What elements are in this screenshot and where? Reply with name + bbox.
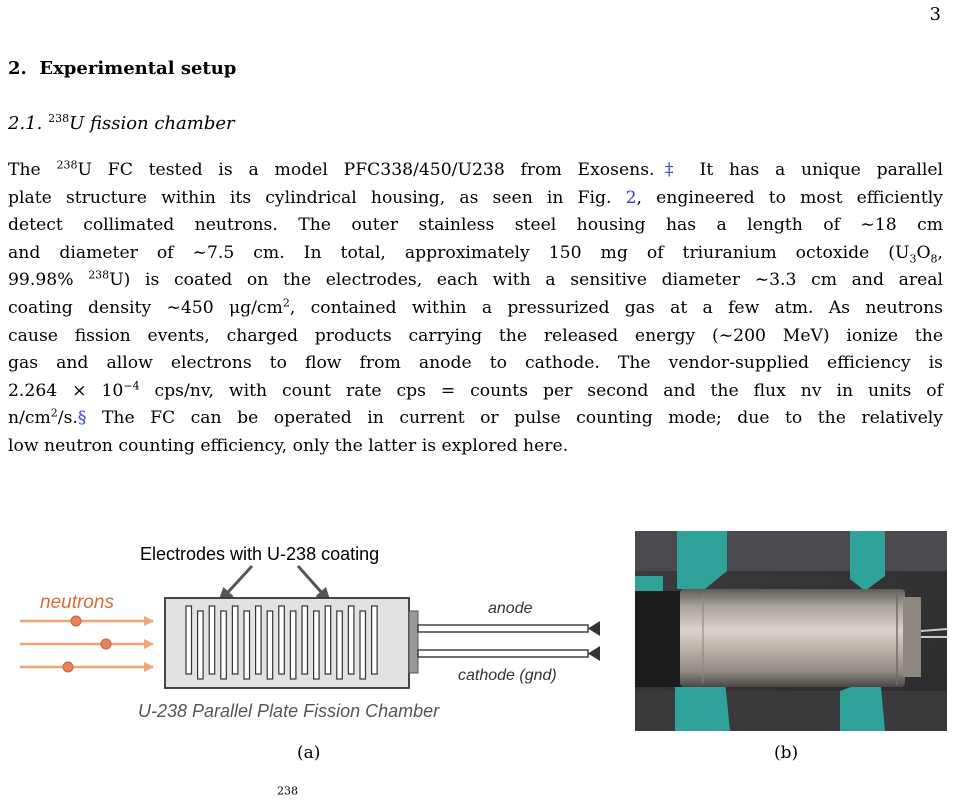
electrode-plate [267,611,273,679]
electrode-plates [186,606,377,679]
section-number: 2. [8,58,27,79]
text-line: and diameter of ∼7.5 cm. In total, approximately 150 mg of triuranium octoxide ($U_3O_8$, [8,242,943,266]
cathode-lead [418,646,600,661]
text-line: cause fission events, charged products carrying the released energy (∼200 MeV) ionize the [8,325,943,346]
electrode-plate [221,611,227,679]
subsection-number: 2.1. [8,113,43,134]
text-line: $2.264 \times 10^{-4}$ cps/nv, with count rate cps = counts per second and the flux nv in units of [8,379,943,401]
electrode-pointer-arrow [219,566,252,602]
chamber-caption: U-238 Parallel Plate Fission Chamber [138,701,440,721]
electrode-plate [337,611,343,679]
electrode-plate [290,611,296,679]
section-heading [8,58,236,79]
text-line: $n/cm^2/s.\S$ The FC can be operated in current or pulse counting mode; due to the relatively [8,406,943,429]
electrode-plate [244,611,250,679]
electrodes-label: Electrodes with U-238 coating [140,544,380,564]
electrode-plate [209,606,215,674]
neutron-particle [71,616,81,626]
neutron-particle [101,639,111,649]
text-line: gas and allow electrons to flow from anode to cathode. The vendor-supplied efficiency is [8,353,943,374]
text-line: coating density ∼450 $\mu g/cm^2$, contained within a pressurized gas at a few atm. As neutrons [8,296,944,318]
text-line: plate structure within its cylindrical housing, as seen in Fig. 2, engineered to most efficiently [8,187,943,208]
electrode-plate [279,606,285,674]
subsection-isotope: 238 [48,112,70,125]
neutron-particle [63,662,73,672]
dark-end-block [635,591,687,687]
subsection-heading [8,113,235,134]
text-line: 99.98% $^{238}$U) is coated on the electrodes, each with a sensitive diameter ∼3.3 cm and areal [8,268,944,291]
caption-fragment: 238 [277,784,298,798]
text-line: detect collimated neutrons. The outer stainless steel housing has a length of ∼18 cm [8,215,943,236]
electrode-plate [360,611,366,679]
electrode-plate [314,611,320,679]
electrode-plate [232,606,238,674]
electrode-plate [186,606,192,674]
figure-reference-link[interactable]: 2 [625,187,637,208]
fission-chamber-diagram [0,532,620,732]
electrode-pointer-arrow [298,566,330,602]
neutrons-label: neutrons [40,592,114,613]
page-number: 3 [929,4,941,25]
electrode-plate [348,606,354,674]
text-line: low neutron counting efficiency, only the latter is explored here. [8,435,569,456]
text-line: The $^{238}$U FC tested is a model PFC338/450/U238 from Exosens.‡ It has a unique parallel [8,158,944,180]
body-paragraph [8,157,943,461]
electrode-plate [256,606,262,674]
footnote-link[interactable]: ‡ [654,160,684,180]
subsection-title: U fission chamber [69,113,235,134]
electrode-plate [302,606,308,674]
anode-lead [418,621,600,636]
cathode-label: cathode (gnd) [458,667,557,684]
anode-label: anode [488,600,533,617]
fission-chamber-photo [635,531,947,731]
steel-cylinder [680,589,905,687]
chamber-end-cap [409,611,418,673]
electrode-plate [325,606,331,674]
subfigure-b-label: (b) [774,743,799,763]
electrode-plate [372,606,378,674]
footnote-link[interactable]: § [77,408,87,429]
neutron-beam [20,621,153,667]
cylinder-end-face [903,597,921,677]
subfigure-a-label: (a) [297,743,321,763]
section-title: Experimental setup [39,58,237,79]
electrode-plate [198,611,204,679]
